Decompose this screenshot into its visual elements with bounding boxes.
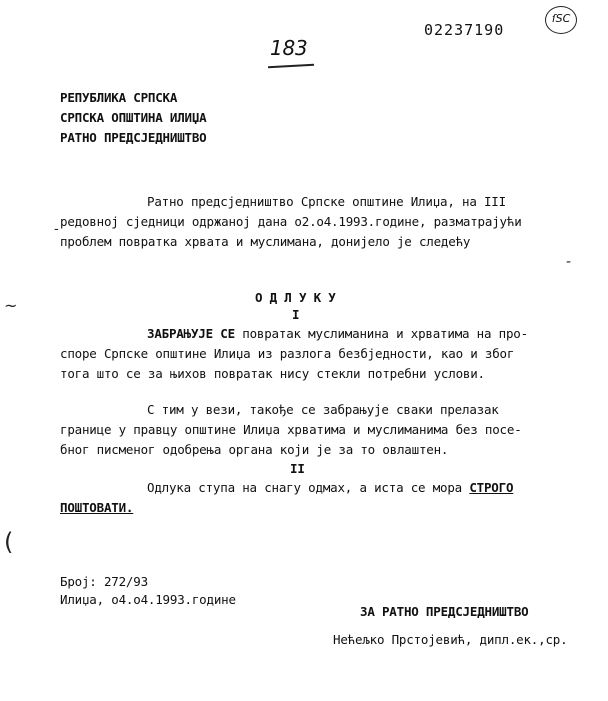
header-line-1: РЕПУБЛИКА СРПСКА: [60, 90, 178, 105]
margin-mark: ~: [4, 296, 18, 315]
signoff-title: ЗА РАТНО ПРЕДСЈЕДНИШТВО: [360, 604, 529, 619]
handwritten-number: 183: [270, 36, 308, 60]
stamp-text: ſSC: [551, 12, 571, 25]
strictly-bold: СТРОГО: [469, 480, 514, 495]
section-2-line-1: [147, 480, 513, 496]
section-1-numeral: I: [292, 307, 300, 322]
intro-line-2: редовној сједници одржаној дана о2.о4.1993.године, разматрајући: [60, 214, 522, 229]
punch-hole-mark: (: [4, 528, 14, 556]
section-2-line-1-text: Одлука ступа на снагу одмах, а иста се мора: [147, 480, 470, 495]
margin-mark: -: [566, 254, 572, 270]
intro-line-1: Ратно предсједништво Српске општине Илиџа, на III: [147, 194, 506, 209]
section-1-p2-line-2: границе у правцу општине Илиџа хрватима и муслиманима без посе-: [60, 422, 522, 437]
section-1-p2-line-3: бног писменог одобрења органа који је за то овлаштен.: [60, 442, 449, 457]
decision-title: О Д Л У К У: [255, 290, 336, 305]
margin-mark: -: [54, 222, 59, 237]
section-1-p1-line-1-rest: повратак муслиманина и хрватима на про-: [234, 326, 528, 341]
signatory: Нећељко Прстојевић, дипл.ек.,ср.: [333, 632, 568, 647]
header-line-3: РАТНО ПРЕДСЈЕДНИШТВО: [60, 130, 207, 145]
document-number: 02237190: [424, 21, 505, 39]
section-1-p1-line-1: [147, 326, 528, 342]
intro-line-3: проблем повратка хрвата и муслимана, донијело је следећу: [60, 234, 471, 249]
handwritten-underline: [268, 64, 314, 68]
section-2-numeral: II: [290, 461, 305, 476]
document-broj: Број: 272/93: [60, 574, 148, 589]
section-1-p1-line-3: тога што се за њихов повратак нису стекли потребни услови.: [60, 366, 485, 381]
header-line-2: СРПСКА ОПШТИНА ИЛИЏА: [60, 110, 207, 125]
archive-stamp: [545, 6, 577, 34]
section-2-line-2: ПОШТОВАТИ.: [60, 500, 134, 515]
forbids-bold: ЗАБРАЊУЈЕ СЕ: [147, 326, 235, 341]
place-date: Илиџа, о4.о4.1993.године: [60, 592, 236, 607]
section-1-p1-line-2: споре Српске општине Илиџа из разлога безбједности, као и због: [60, 346, 515, 361]
section-1-p2-line-1: С тим у вези, такође се забрањује сваки прелазак: [147, 402, 499, 417]
